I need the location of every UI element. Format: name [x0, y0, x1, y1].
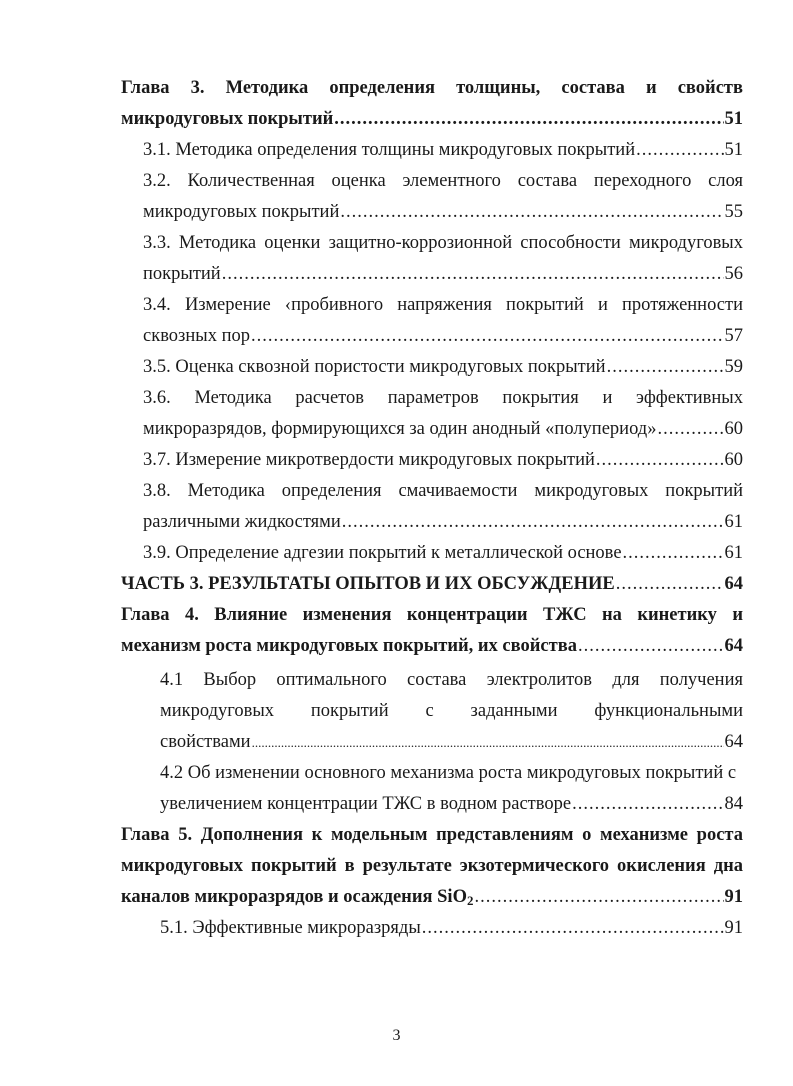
toc-section-4-1-line-3[interactable] [160, 730, 743, 755]
toc-entry-text: 3.5. Оценка сквозной пористости микродуговых покрытий [143, 357, 606, 377]
toc-page-number: 64 [724, 636, 743, 656]
toc-chapter-3-line-1[interactable]: Глава 3. Методика определения толщины, состава и свойств [121, 78, 743, 98]
toc-chapter-5-line-3[interactable] [121, 885, 743, 909]
toc-page-number: 60 [724, 450, 743, 470]
dot-leader [572, 792, 723, 816]
dot-leader [251, 324, 724, 348]
dot-leader [596, 448, 724, 472]
toc-entry-text: ЧАСТЬ 3. РЕЗУЛЬТАТЫ ОПЫТОВ И ИХ ОБСУЖДЕНИЕ [121, 574, 615, 594]
toc-chapter-5-line-1[interactable]: Глава 5. Дополнения к модельным представлениям о механизме роста [121, 825, 743, 845]
toc-entry-text: сквозных пор [143, 326, 250, 346]
toc-page-number: 84 [724, 794, 743, 814]
toc-section-5-1[interactable] [160, 916, 743, 940]
toc-section-4-1-line-2[interactable]: микродуговых покрытий с заданными функциональными [160, 701, 743, 721]
toc-section-3-6-line-2[interactable] [143, 417, 743, 441]
dot-leader [474, 885, 723, 909]
toc-entry-text: механизм роста микродуговых покрытий, их свойства [121, 636, 577, 656]
toc-entry-text: свойствами [160, 732, 251, 752]
toc-section-3-4-line-2[interactable] [143, 324, 743, 348]
toc-entry-text: различными жидкостями [143, 512, 341, 532]
dot-leader [578, 634, 724, 658]
toc-section-3-2-line-2[interactable] [143, 200, 743, 224]
toc-section-3-3-line-2[interactable] [143, 262, 743, 286]
dot-leader [222, 262, 724, 286]
toc-entry-text: покрытий [143, 264, 221, 284]
toc-section-3-6-line-1[interactable]: 3.6. Методика расчетов параметров покрытия и эффективных [143, 388, 743, 408]
toc-chapter-4-line-2[interactable] [121, 634, 743, 658]
toc-page-number: 64 [724, 732, 743, 752]
toc-chapter-3-line-2[interactable] [121, 107, 743, 131]
toc-part-3[interactable] [121, 572, 743, 596]
dot-leader [623, 541, 724, 565]
toc-section-3-1[interactable] [143, 138, 743, 162]
toc-page-number: 91 [724, 918, 743, 938]
toc-section-4-2-line-2[interactable] [160, 792, 743, 816]
toc-section-4-1-line-1[interactable]: 4.1 Выбор оптимального состава электролитов для получения [160, 670, 743, 690]
toc-entry-text: 5.1. Эффективные микроразряды [160, 918, 421, 938]
toc-page-number: 51 [724, 109, 743, 129]
page-number-footer: 3 [392, 1027, 401, 1044]
toc-section-3-2-line-1[interactable]: 3.2. Количественная оценка элементного состава переходного слоя [143, 171, 743, 191]
toc-entry-text [121, 885, 473, 909]
toc-page-number: 91 [724, 887, 743, 907]
toc-page-number: 61 [724, 512, 743, 532]
toc-page-number: 60 [724, 419, 743, 439]
toc-entry-text: 3.7. Измерение микротвердости микродуговых покрытий [143, 450, 595, 470]
dot-leader [422, 916, 724, 940]
toc-entry-text: увеличением концентрации ТЖС в водном растворе [160, 794, 572, 814]
dot-leader [252, 731, 724, 755]
toc-section-3-9[interactable] [143, 541, 743, 565]
toc-page-number: 56 [724, 264, 743, 284]
dot-leader [616, 572, 724, 596]
toc-entry-text: 3.1. Методика определения толщины микродуговых покрытий [143, 140, 636, 160]
toc-chapter-5-line-2[interactable]: микродуговых покрытий в результате экзотермического окисления дна [121, 856, 743, 876]
toc-page-number: 64 [724, 574, 743, 594]
subscript-two: 2 [466, 893, 474, 909]
toc-page-number: 51 [724, 140, 743, 160]
dot-leader [340, 200, 723, 224]
toc-page-number: 55 [724, 202, 743, 222]
toc-page-number: 59 [724, 357, 743, 377]
toc-section-3-5[interactable] [143, 355, 743, 379]
toc-chapter-4-line-1[interactable]: Глава 4. Влияние изменения концентрации ТЖС на кинетику и [121, 605, 743, 625]
toc-section-3-8-line-2[interactable] [143, 510, 743, 534]
toc-entry-text: микродуговых покрытий [121, 109, 334, 129]
toc-section-3-4-line-1[interactable]: 3.4. Измерение ‹пробивного напряжения покрытий и протяженности [143, 295, 743, 315]
toc-section-3-3-line-1[interactable]: 3.3. Методика оценки защитно-коррозионной способности микродуговых [143, 233, 743, 253]
dot-leader [607, 355, 724, 379]
dot-leader [636, 138, 723, 162]
toc-section-3-7[interactable] [143, 448, 743, 472]
toc-entry-text: 3.9. Определение адгезии покрытий к металлической основе [143, 543, 622, 563]
dot-leader [334, 107, 723, 131]
dot-leader [657, 417, 723, 441]
toc-section-4-2-line-1[interactable]: 4.2 Об изменении основного механизма роста микродуговых покрытий с [160, 763, 737, 783]
toc-page-number: 57 [724, 326, 743, 346]
toc-entry-text: микродуговых покрытий [143, 202, 340, 222]
toc-page-number: 61 [724, 543, 743, 563]
dot-leader [342, 510, 724, 534]
toc-entry-text: микроразрядов, формирующихся за один анодный «полупериод» [143, 419, 657, 439]
toc-entry-main-text: каналов микроразрядов и осаждения SiO [121, 887, 467, 907]
toc-section-3-8-line-1[interactable]: 3.8. Методика определения смачиваемости микродуговых покрытий [143, 481, 743, 501]
